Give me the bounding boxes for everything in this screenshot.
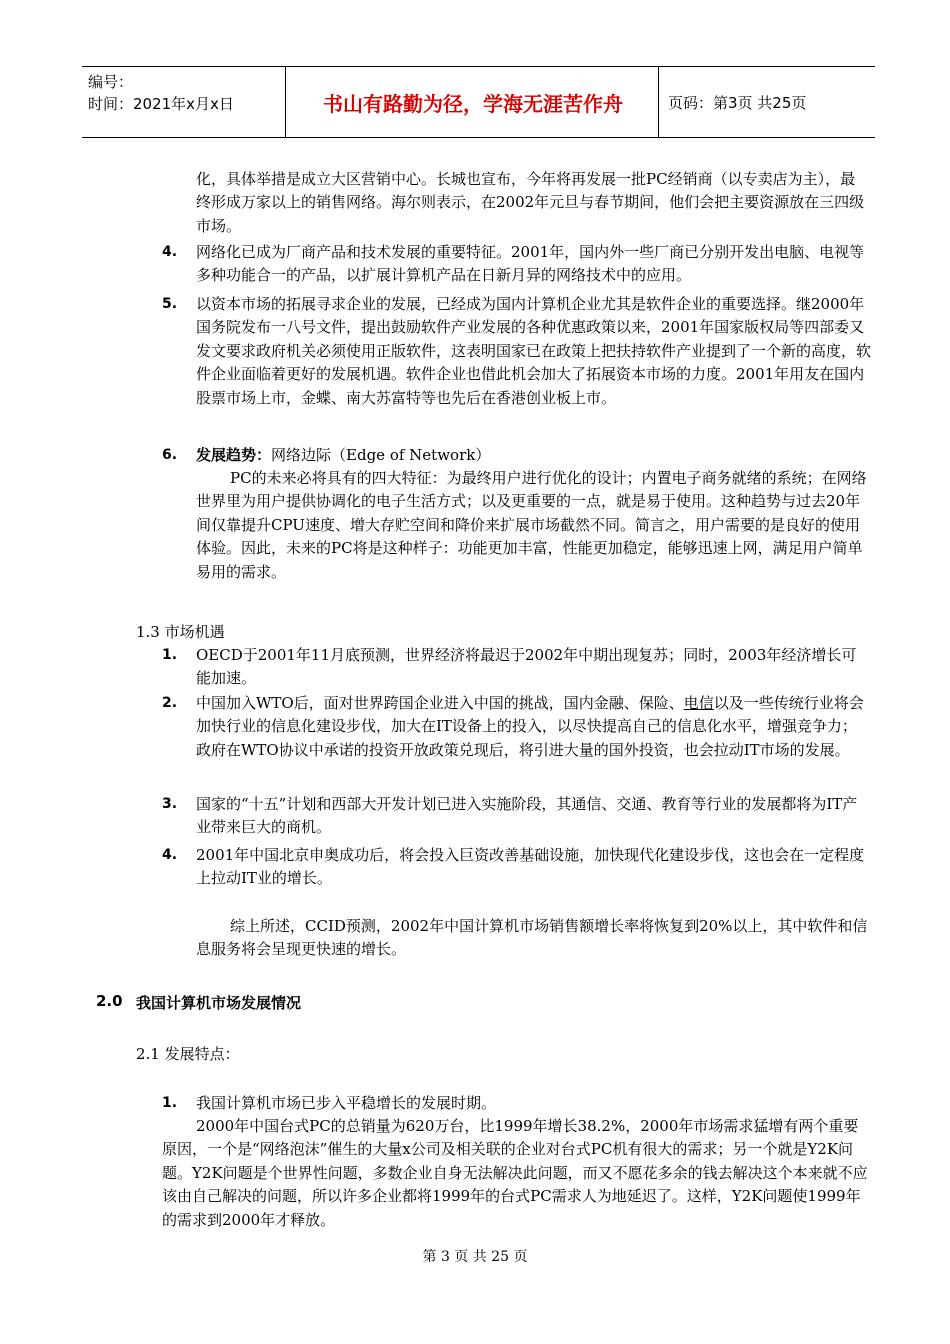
list-number: 1. bbox=[162, 1095, 178, 1111]
section-heading-1-3: 1.3 市场机遇 bbox=[136, 623, 225, 641]
list-number: 1. bbox=[162, 647, 178, 663]
header-divider bbox=[658, 67, 659, 137]
paragraph-continued: 化，具体举措是成立大区营销中心。长城也宣布，今年将再发展一批PC经销商（以专卖店为主），最终形成万家以上的销售网络。海尔则表示，在2002年元旦与春节期间，他们会把主要资源放在三四级市场。 bbox=[196, 170, 865, 235]
summary-paragraph: 综上所述，CCID预测，2002年中国计算机市场销售额增长率将恢复到20%以上，其中软件和信息服务将会呈现更快速的增长。 bbox=[196, 917, 868, 959]
header-meta bbox=[88, 71, 234, 115]
document-number-label: 编号： bbox=[88, 73, 134, 91]
section-heading-2-0: 我国计算机市场发展情况 bbox=[136, 994, 302, 1012]
list-item: OECD于2001年11月底预测，世界经济将最迟于2002年中期出现复苏；同时，2003年经济增长可能加速。 bbox=[196, 646, 857, 688]
list-number: 2. bbox=[162, 695, 178, 711]
list-item bbox=[196, 692, 868, 762]
list-item-text: 以及一些传统行业将会加快行业的信息化建设步伐，加大在IT设备上的投入，以尽快提高自己的信息化水平，增强竞争力；政府在WTO协议中承诺的投资开放政策兑现后，将引进大量的国外投资，也会拉动IT市场的发展。 bbox=[196, 694, 864, 759]
document-date: 时间：2021年x月x日 bbox=[88, 95, 234, 113]
list-item-text: 中国加入WTO后，面对世界跨国企业进入中国的挑战，国内金融、保险、 bbox=[196, 694, 684, 712]
section-number-2-0: 2.0 bbox=[96, 992, 123, 1010]
header-page-number: 页码：第3页 共25页 bbox=[668, 93, 807, 112]
list-item: 以资本市场的拓展寻求企业的发展，已经成为国内计算机企业尤其是软件企业的重要选择。继2000年国务院发布一八号文件，提出鼓励软件产业发展的各种优惠政策以来，2001年国家版权局等四部委又发文要求政府机关必须使用正版软件，这表明国家已在政策上把扶持软件产业提到了一个新的高度，软件企业面临着更好的发展机遇。软件企业也借此机会加大了拓展资本市场的力度。2001年用友在国内股票市场上市，金蝶、南大苏富特等也先后在香港创业板上市。 bbox=[196, 295, 872, 407]
list-number: 4. bbox=[162, 244, 178, 260]
trend-label: 发展趋势： bbox=[196, 446, 272, 464]
page-footer: 第 3 页 共 25 页 bbox=[422, 1249, 528, 1265]
list-number: 3. bbox=[162, 796, 178, 812]
header-divider bbox=[285, 67, 286, 137]
list-number: 5. bbox=[162, 296, 178, 312]
list-item: 2001年中国北京申奥成功后，将会投入巨资改善基础设施，加快现代化建设步伐，这也会在一定程度上拉动IT业的增长。 bbox=[196, 846, 865, 888]
trend-title: 网络边际（Edge of Network） bbox=[271, 446, 491, 464]
page-header bbox=[82, 66, 875, 138]
list-item-heading bbox=[196, 444, 868, 467]
header-motto: 书山有路勤为径，学海无涯苦作舟 bbox=[323, 91, 623, 116]
list-item: 网络化已成为厂商产品和技术发展的重要特征。2001年，国内外一些厂商已分别开发出电脑、电视等多种功能合一的产品，以扩展计算机产品在日新月异的网络技术中的应用。 bbox=[196, 243, 865, 285]
paragraph: PC的未来必将具有的四大特征：为最终用户进行优化的设计；内置电子商务就绪的系统；在网络世界里为用户提供协调化的电子生活方式；以及更重要的一点，就是易于使用。这种趋势与过去20年间仅靠提升CPU速度、增大存贮空间和降价来扩展市场截然不同。简言之，用户需要的是良好的使用体验。因此，未来的PC将是这种样子：功能更加丰富，性能更加稳定，能够迅速上网，满足用户简单易用的需求。 bbox=[196, 469, 867, 581]
paragraph: 2000年中国台式PC的总销量为620万台，比1999年增长38.2%，2000年市场需求猛增有两个重要原因，一个是“网络泡沫”催生的大量x公司及相关联的企业对台式PC机有很大的需求；另一个就是Y2K问题。Y2K问题是个世界性问题，多数企业自身无法解决此问题，而又不愿花多余的钱去解决这个本来就不应该由自己解决的问题，所以许多企业都将1999年的台式PC需求人为地延迟了。这样，Y2K问题使1999年的需求到2000年才释放。 bbox=[162, 1117, 868, 1229]
list-item: 国家的“十五”计划和西部大开发计划已进入实施阶段，其通信、交通、教育等行业的发展都将为IT产业带来巨大的商机。 bbox=[196, 795, 858, 837]
list-item: 我国计算机市场已步入平稳增长的发展时期。 bbox=[196, 1094, 497, 1112]
list-number: 6. bbox=[162, 447, 178, 463]
section-heading-2-1: 2.1 发展特点： bbox=[136, 1045, 240, 1063]
list-number: 4. bbox=[162, 847, 178, 863]
telecom-link[interactable]: 电信 bbox=[683, 694, 714, 712]
